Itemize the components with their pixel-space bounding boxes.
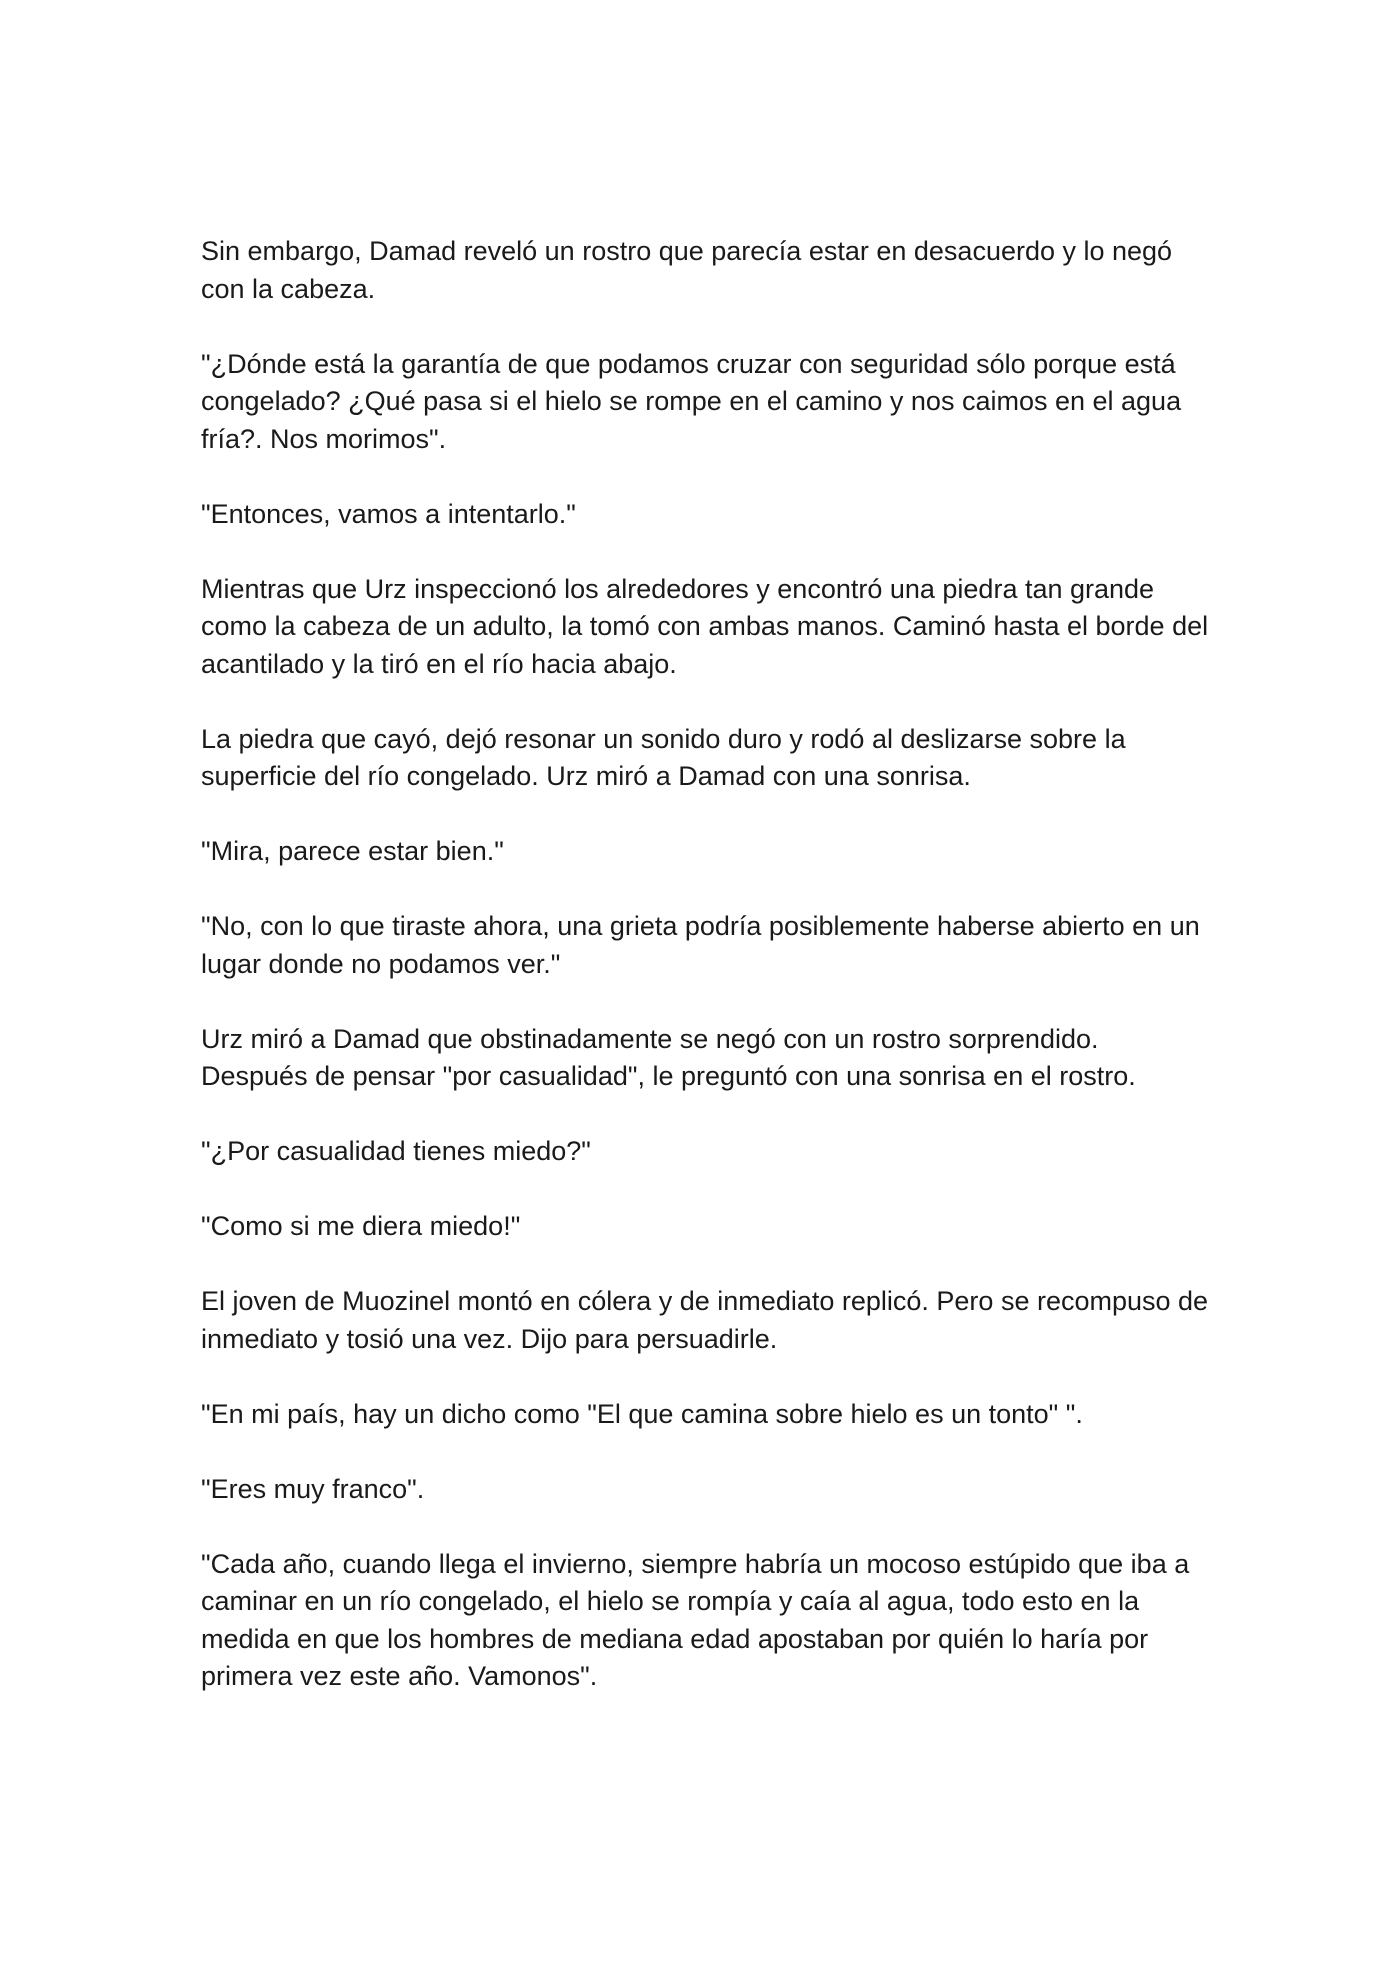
paragraph-4: Mientras que Urz inspeccionó los alrededores y encontró una piedra tan grande como la cabeza de un adulto, la tomó con ambas manos. Caminó hasta el borde del acantilado y la tiró en el río hacia abajo.	[201, 573, 1209, 679]
paragraph-9: "¿Por casualidad tienes miedo?"	[201, 1136, 591, 1166]
paragraph-13: "Eres muy franco".	[201, 1473, 425, 1504]
paragraph-7: "No, con lo que tiraste ahora, una grieta podría posiblemente haberse abierto en un lugar donde no podamos ver."	[201, 911, 1200, 979]
paragraph-2: "¿Dónde está la garantía de que podamos cruzar con seguridad sólo porque está congelado? ¿Qué pasa si el hielo se rompe en el camino y nos caimos en el agua fría?. Nos morimos".	[201, 348, 1182, 454]
paragraph-10: "Como si me diera miedo!"	[201, 1211, 521, 1241]
paragraph-14: "Cada año, cuando llega el invierno, siempre habría un mocoso estúpido que iba a caminar en un río congelado, el hielo se rompía y caía al agua, todo esto en la medida en que los hombres de mediana edad apostaban por quién lo haría por primera vez este año. Vamonos".	[201, 1548, 1190, 1691]
paragraph-12: "En mi país, hay un dicho como "El que camina sobre hielo es un tonto" ".	[201, 1398, 1083, 1429]
paragraph-3: "Entonces, vamos a intentarlo."	[201, 498, 576, 529]
paragraph-8: Urz miró a Damad que obstinadamente se negó con un rostro sorprendido. Después de pensar "por casualidad", le preguntó con una sonrisa en el rostro.	[201, 1023, 1136, 1091]
paragraph-5: La piedra que cayó, dejó resonar un sonido duro y rodó al deslizarse sobre la superficie del río congelado. Urz miró a Damad con una sonrisa.	[201, 723, 1126, 791]
paragraph-6: "Mira, parece estar bien."	[201, 836, 504, 866]
document-body	[201, 233, 1211, 1696]
paragraph-1: Sin embargo, Damad reveló un rostro que parecía estar en desacuerdo y lo negó con la cabeza.	[201, 236, 1173, 304]
paragraph-11: El joven de Muozinel montó en cólera y de inmediato replicó. Pero se recompuso de inmediato y tosió una vez. Dijo para persuadirle.	[201, 1286, 1209, 1354]
